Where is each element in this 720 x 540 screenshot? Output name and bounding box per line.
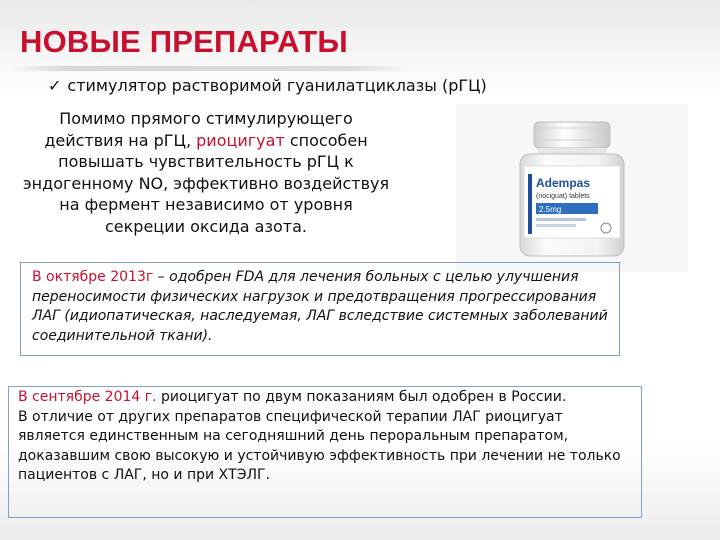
fda-text: – одобрен FDA для лечения больных с целью улучшения переносимости физических нагрузок и предотвращения прогрессирования ЛАГ (идиопатическая, наследуемая, ЛАГ вследствие системных заболеваний соединительной ткани). bbox=[32, 269, 608, 344]
intro-text-after: способен повышать чувствительность рГЦ к эндогенному NO, эффективно воздействуя на фермент независимо от уровня секреции оксида азота. bbox=[22, 130, 390, 236]
bottle-brand: Adempas bbox=[536, 176, 591, 190]
bottle-dose: 2.5mg bbox=[539, 205, 562, 214]
drug-bottle-image bbox=[456, 104, 688, 272]
bottle-line2: (riociguat) tablets bbox=[536, 193, 590, 200]
intro-text-before: Помимо прямого стимулирующего действия на рГЦ, bbox=[44, 109, 353, 150]
subtitle bbox=[48, 76, 487, 95]
intro-paragraph bbox=[18, 108, 394, 237]
russia-approval-paragraph bbox=[18, 388, 628, 486]
russia-text: риоцигуат по двум показаниям был одобрен в России. bbox=[156, 389, 567, 405]
fda-date: В октябре 2013г bbox=[32, 269, 154, 285]
title-underline bbox=[10, 66, 410, 71]
subtitle-text: стимулятор растворимой гуанилатциклазы (рГЦ) bbox=[67, 76, 487, 95]
russia-approval-line bbox=[18, 388, 628, 408]
drug-name-highlight: риоцигуат bbox=[196, 130, 285, 150]
russia-date: В сентябре 2014 г. bbox=[18, 389, 157, 405]
fda-approval-paragraph bbox=[32, 268, 622, 346]
unique-drug-text: В отличие от других препаратов специфической терапии ЛАГ риоцигуат является единственным на сегодняшний день пероральным препаратом, доказавшим свою высокую и устойчивую эффективность при лечении не только пациентов с ЛАГ, но и при ХТЭЛГ. bbox=[18, 408, 621, 483]
page-title: НОВЫЕ ПРЕПАРАТЫ bbox=[20, 24, 348, 59]
checkmark-icon: ✓ bbox=[48, 76, 62, 95]
bottle-illustration bbox=[456, 104, 688, 272]
